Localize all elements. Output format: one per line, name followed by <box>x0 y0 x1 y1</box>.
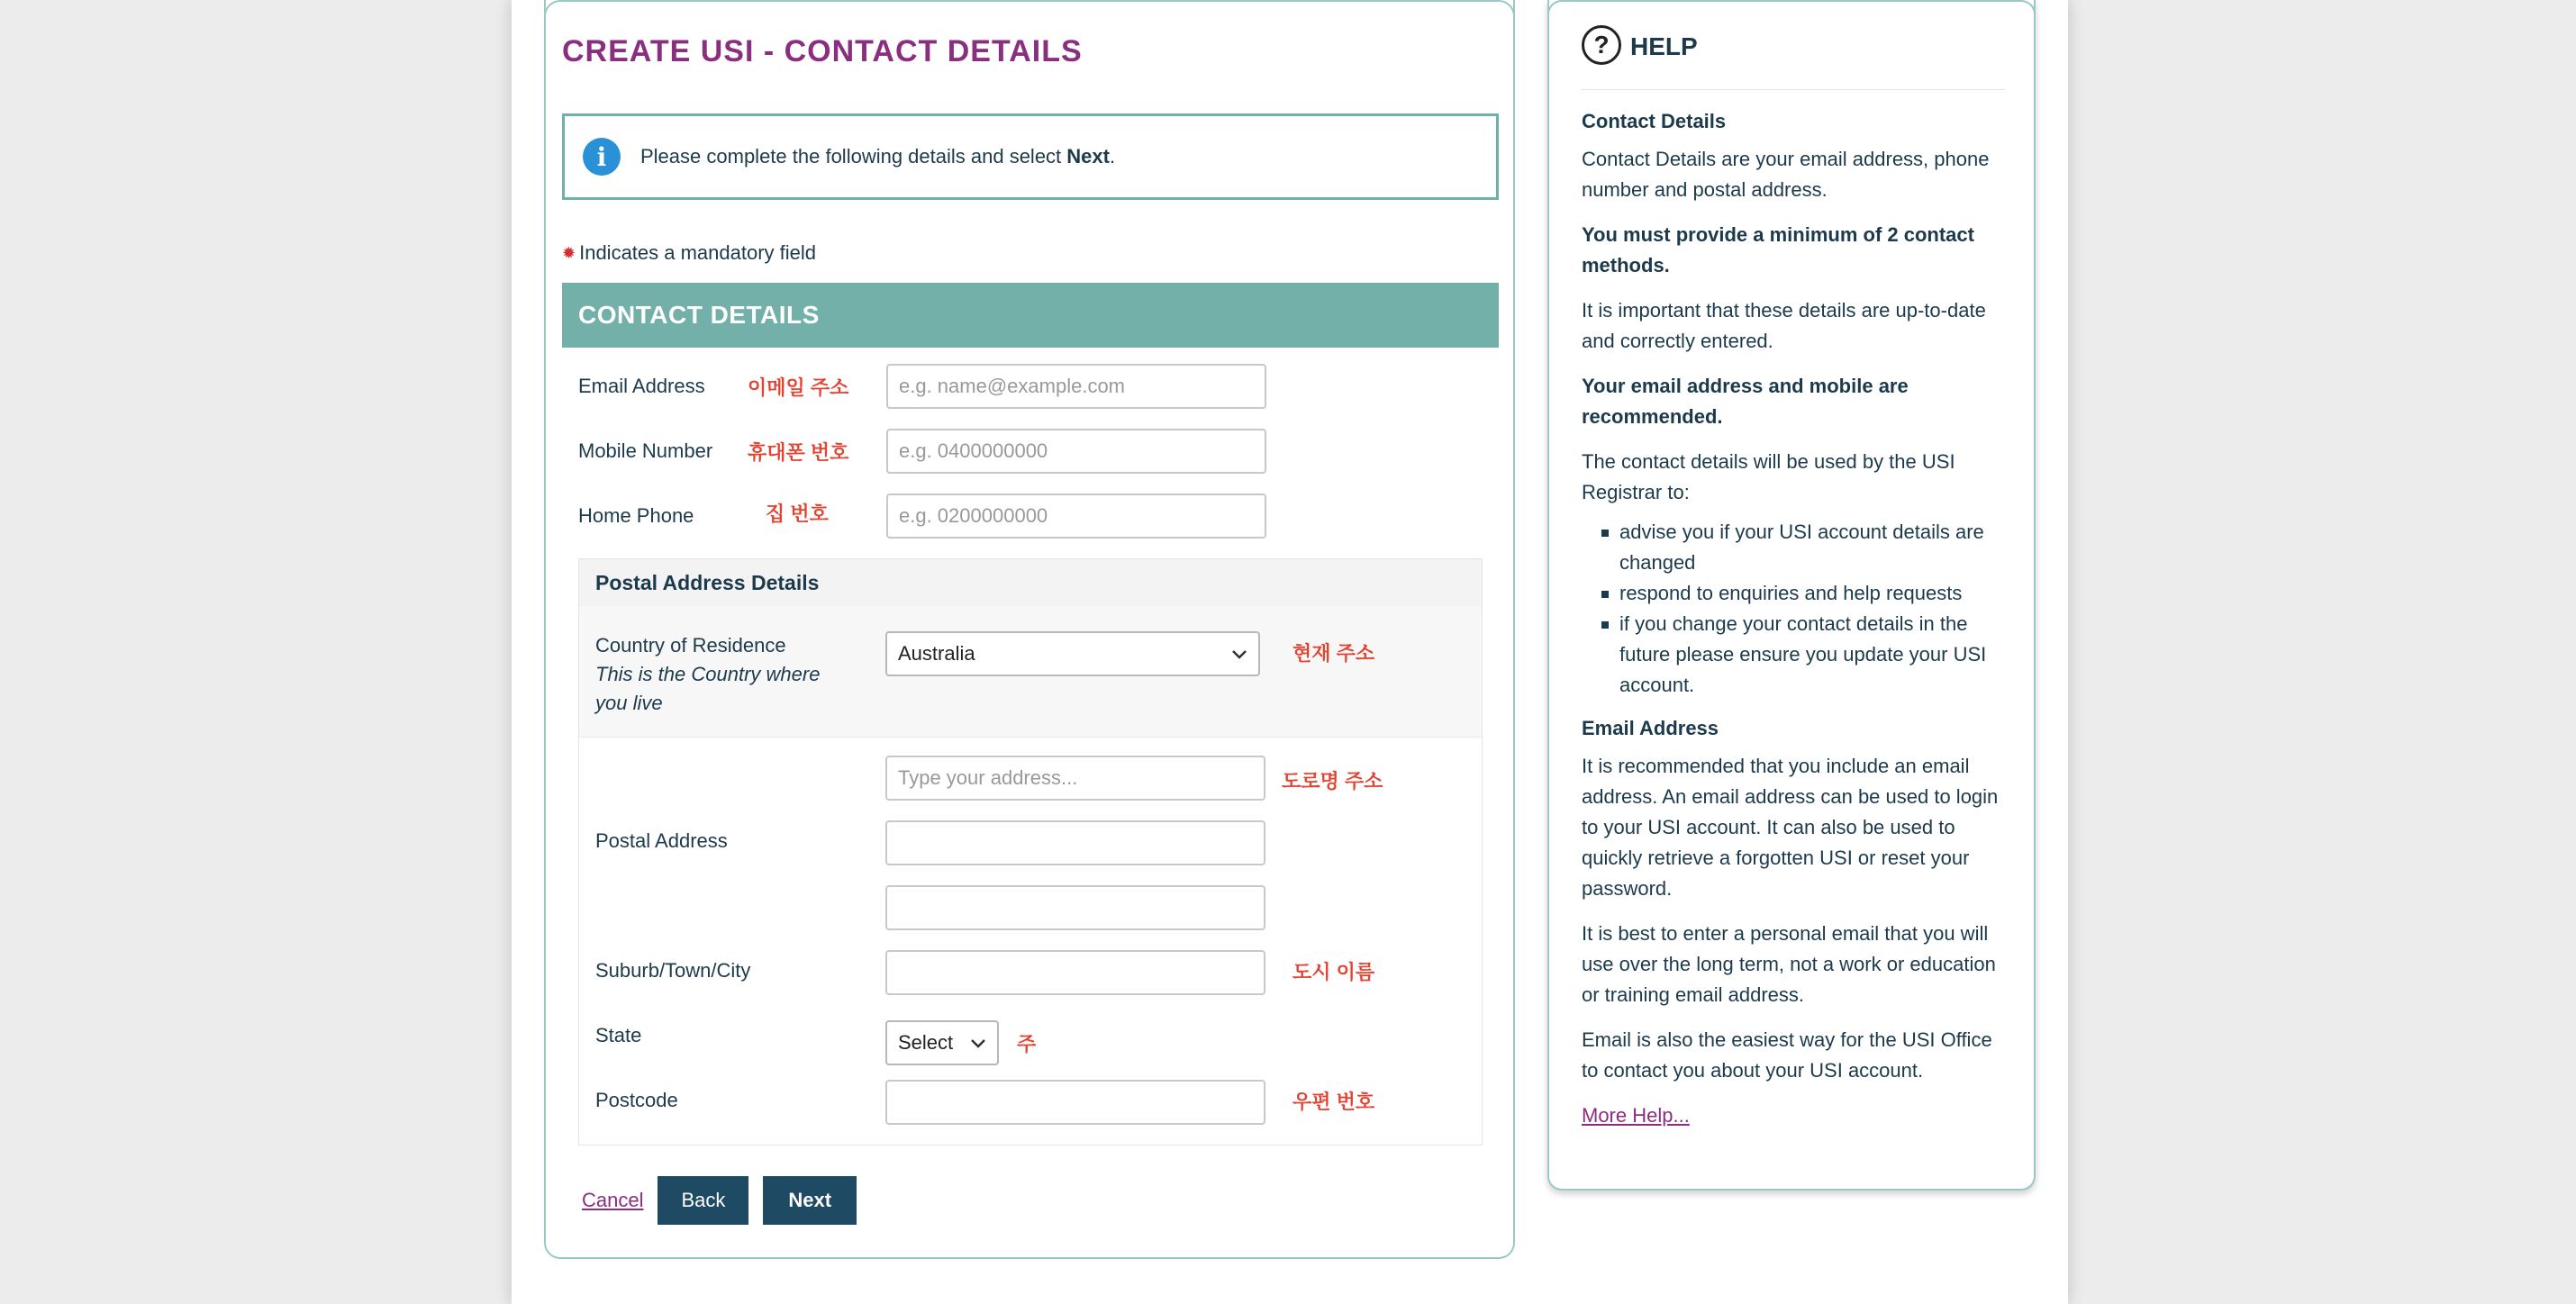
main-form-card <box>544 0 1515 1259</box>
country-label: Country of Residence <box>595 634 786 657</box>
page-title: CREATE USI - CONTACT DETAILS <box>562 34 1083 68</box>
email-input[interactable]: e.g. name@example.com <box>886 364 1266 409</box>
home-row <box>578 494 694 539</box>
home-label: Home Phone <box>578 504 694 527</box>
help-panel <box>1547 0 2036 1191</box>
state-annotation: 주 <box>1017 1033 1037 1055</box>
suburb-label: Suburb/Town/City <box>595 959 751 982</box>
info-text: Please complete the following details and select Next. <box>640 145 1116 168</box>
mandatory-star-icon: ✹ <box>562 243 576 262</box>
state-select[interactable]: Select <box>885 1020 999 1065</box>
country-hint: This is the Country where you live <box>595 663 821 714</box>
postal-address-section <box>578 558 1483 1146</box>
help-paragraph: Email is also the easiest way for the USI Office to contact you about your USI account. <box>1582 1028 1992 1082</box>
help-question-icon: ? <box>1582 25 1621 65</box>
contact-details-header: CONTACT DETAILS <box>562 283 1499 348</box>
chevron-down-icon <box>1229 644 1249 664</box>
help-contact-heading: Contact Details <box>1582 110 1727 132</box>
address-line-2-input[interactable] <box>885 820 1265 865</box>
help-paragraph: The contact details will be used by the USI Registrar to: <box>1582 450 1955 503</box>
more-help-link[interactable]: More Help... <box>1582 1104 1690 1127</box>
help-bullet: respond to enquiries and help requests <box>1582 578 2005 609</box>
mobile-row <box>578 429 712 474</box>
postcode-annotation: 우편 번호 <box>1293 1091 1375 1113</box>
info-icon: i <box>583 138 621 176</box>
postal-address-label: Postal Address <box>595 829 728 852</box>
page-container <box>512 0 2068 1304</box>
back-button[interactable]: Back <box>658 1176 748 1225</box>
address-annotation: 도로명 주소 <box>1282 770 1383 792</box>
postcode-label: Postcode <box>595 1089 678 1111</box>
help-paragraph: It is best to enter a personal email that you will use over the long term, not a work or education or training email address. <box>1582 922 1996 1006</box>
country-annotation: 현재 주소 <box>1293 642 1375 665</box>
mobile-annotation: 휴대폰 번호 <box>748 441 849 464</box>
suburb-input[interactable] <box>885 950 1265 995</box>
address-line-1-input[interactable]: Type your address... <box>885 756 1265 801</box>
help-header <box>1582 25 2005 90</box>
email-annotation: 이메일 주소 <box>748 376 849 399</box>
mandatory-note: ✹ Indicates a mandatory field <box>562 241 817 264</box>
mobile-input[interactable]: e.g. 0400000000 <box>886 429 1266 474</box>
help-paragraph: It is important that these details are up-to-date and correctly entered. <box>1582 299 1986 352</box>
info-box <box>562 113 1499 200</box>
cancel-link[interactable]: Cancel <box>582 1189 644 1211</box>
next-button[interactable]: Next <box>763 1176 857 1225</box>
help-paragraph: You must provide a minimum of 2 contact methods. <box>1582 223 1974 276</box>
help-paragraph: Your email address and mobile are recommended. <box>1582 375 1909 428</box>
mobile-label: Mobile Number <box>578 439 713 462</box>
postal-address-heading: Postal Address Details <box>579 559 1482 606</box>
country-label-block <box>595 631 857 718</box>
home-annotation: 집 번호 <box>766 503 829 525</box>
help-paragraph: It is recommended that you include an email address. An email address can be used to login to your USI account. It can also be used to quickly retrieve a forgotten USI or reset your password. <box>1582 755 1999 900</box>
chevron-down-icon <box>968 1033 988 1053</box>
help-bullet-list <box>1582 517 2005 701</box>
postcode-input[interactable] <box>885 1080 1265 1125</box>
country-area <box>579 606 1482 738</box>
email-label: Email Address <box>578 375 705 397</box>
help-email-heading: Email Address <box>1582 717 1719 739</box>
help-bullet: if you change your contact details in the future please ensure you update your USI account. <box>1582 609 2005 701</box>
suburb-annotation: 도시 이름 <box>1293 961 1375 983</box>
help-body <box>1582 106 2005 1131</box>
address-line-3-input[interactable] <box>885 885 1265 930</box>
help-title: HELP <box>1630 32 1698 60</box>
country-select[interactable]: Australia <box>885 631 1260 676</box>
help-paragraph: Contact Details are your email address, phone number and postal address. <box>1582 148 1990 201</box>
email-row <box>578 364 705 409</box>
help-bullet: advise you if your USI account details are changed <box>1582 517 2005 578</box>
home-phone-input[interactable]: e.g. 0200000000 <box>886 494 1266 539</box>
state-label: State <box>595 1024 642 1046</box>
form-actions <box>582 1176 871 1225</box>
